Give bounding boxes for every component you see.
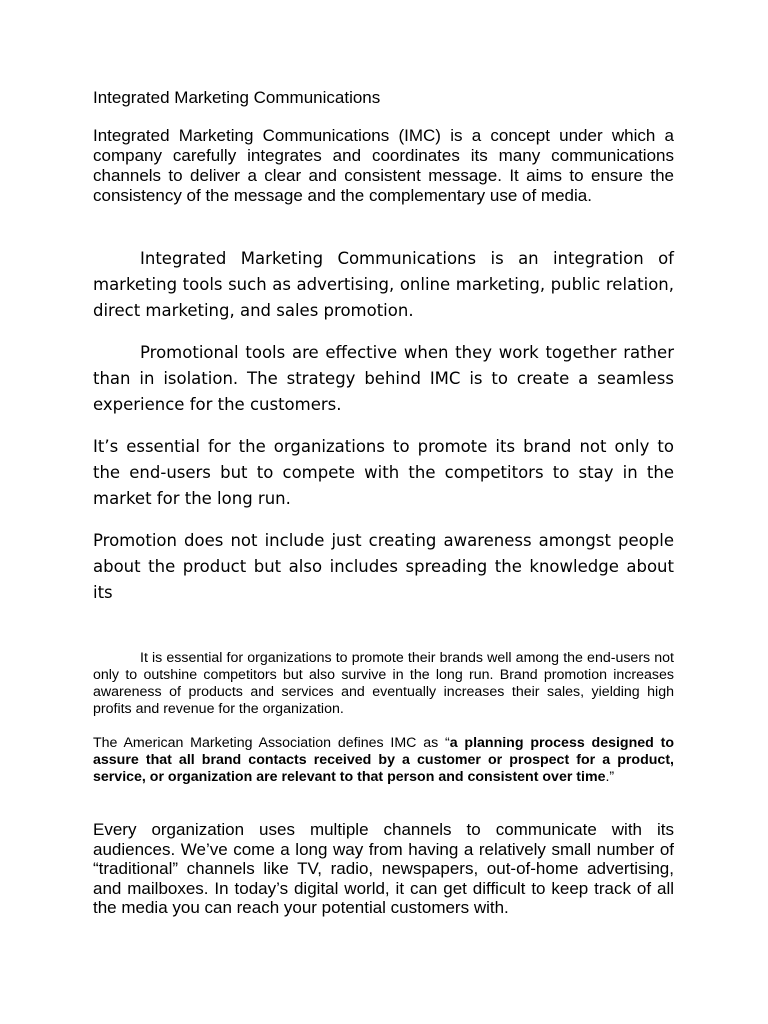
paragraph-marketing-tools: Integrated Marketing Communications is an integration of marketing tools such as advertising, online marketing, public relation, direct marketing, and sales promotion. (93, 249, 674, 320)
paragraph-brand-promotion: It’s essential for the organizations to promote its brand not only to the end-users but to compete with the competitors to stay in the market for the long run. (93, 437, 674, 508)
ama-definition-emphasis: a planning process designed to assure that all brand contacts received by a customer or prospect for a product, service, or organization are relevant to that person and consistent over time (93, 735, 674, 785)
paragraph-promotional-tools: Promotional tools are effective when they work together rather than in isolation. The strategy behind IMC is to create a seamless experience for the customers. (93, 343, 674, 414)
paragraph-imc-definition: Integrated Marketing Communications (IMC) is a concept under which a company carefully integrates and coordinates its many communications channels to deliver a clear and consistent message. It aims to ensure the consistency of the message and the complementary use of media. (93, 126, 674, 205)
document-title: Integrated Marketing Communications (93, 88, 381, 107)
paragraph-awareness: Promotion does not include just creating awareness amongst people about the product but also includes spreading the knowledge about its (93, 531, 674, 602)
ama-definition-closing: .” (605, 769, 615, 785)
ama-definition-intro: The American Marketing Association defines IMC as “ (93, 735, 450, 751)
paragraph-multiple-channels: Every organization uses multiple channels to communicate with its audiences. We’ve come a long way from having a relatively small number of “traditional” channels like TV, radio, newspapers, out-of-home advertising, and mailboxes. In today’s digital world, it can get difficult to keep track of all the media you can reach your potential customers with. (93, 820, 674, 917)
paragraph-brand-survival: It is essential for organizations to promote their brands well among the end-users not only to outshine competitors but also survive in the long run. Brand promotion increases awareness of products and services and eventually increases their sales, yielding high profits and revenue for the organization. (93, 650, 674, 717)
paragraph-ama-definition (93, 735, 674, 786)
